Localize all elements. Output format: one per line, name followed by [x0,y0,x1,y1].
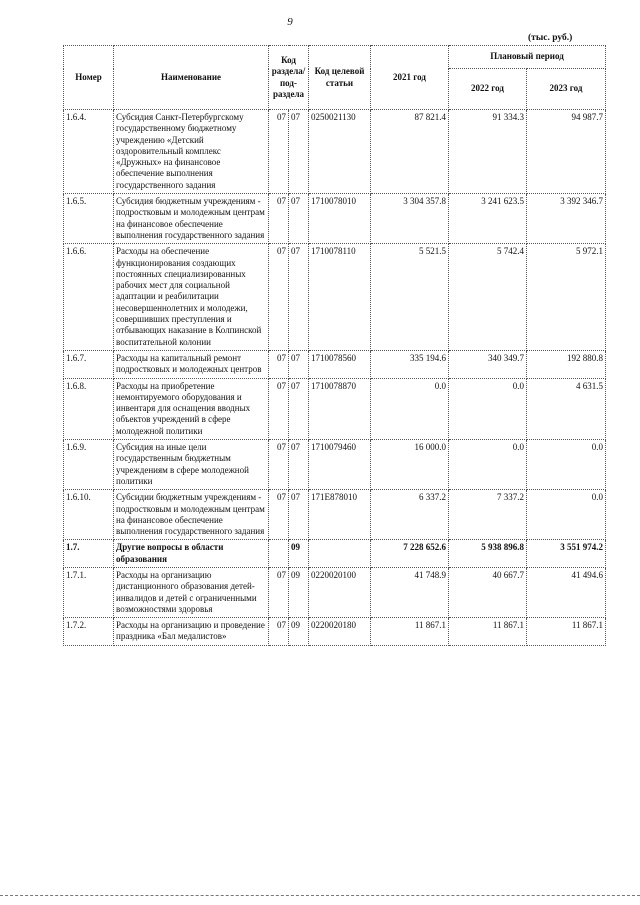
row-name: Расходы на капитальный ремонт подростковых и молодежных центров [114,350,269,378]
row-subsection-code: 07 [289,440,309,490]
row-target-code: 0220020180 [309,618,371,646]
table-row [64,110,606,194]
row-subsection-code: 07 [289,378,309,439]
row-value-2021: 3 304 357.8 [371,194,449,244]
header-code-target: Код целевой статьи [309,46,371,110]
row-section-code [269,540,289,568]
row-section-code: 07 [269,194,289,244]
header-year-2022: 2022 год [449,69,527,110]
row-target-code [309,540,371,568]
row-name: Расходы на приобретение немонтируемого оборудования и инвентаря для оснащения вводных объектов учреждений в сфере молодежной политики [114,378,269,439]
row-value-2023: 4 631.5 [527,378,606,439]
row-name: Расходы на обеспечение функционирования создающих постоянных специализированных рабочих мест для социальной адаптации и реабилитации несовершеннолетних и молодежи, совершивших преступления и отбывающих наказание в Колпинской воспитательной колонии [114,244,269,351]
table-row [64,440,606,490]
row-value-2021: 6 337.2 [371,490,449,540]
row-value-2022: 7 337.2 [449,490,527,540]
row-value-2023: 0.0 [527,440,606,490]
row-number: 1.6.10. [64,490,114,540]
header-year-2021: 2021 год [371,46,449,110]
row-target-code: 1710078110 [309,244,371,351]
table-row [64,350,606,378]
header-code-section: Код раздела/ под- раздела [269,46,309,110]
header-name: Наименование [114,46,269,110]
row-section-code: 07 [269,350,289,378]
row-number: 1.7. [64,540,114,568]
row-value-2021: 7 228 652.6 [371,540,449,568]
row-section-code: 07 [269,440,289,490]
budget-table [63,45,606,646]
row-value-2022: 3 241 623.5 [449,194,527,244]
row-number: 1.6.8. [64,378,114,439]
row-value-2023: 192 880.8 [527,350,606,378]
row-name: Субсидия на иные цели государственным бюджетным учреждениям в сфере молодежной политики [114,440,269,490]
row-number: 1.7.2. [64,618,114,646]
row-value-2023: 3 551 974.2 [527,540,606,568]
row-subsection-code: 09 [289,540,309,568]
row-number: 1.6.9. [64,440,114,490]
row-subsection-code: 07 [289,490,309,540]
row-value-2021: 0.0 [371,378,449,439]
header-planned-period: Плановый период [449,46,606,69]
row-target-code: 1710079460 [309,440,371,490]
row-section-code: 07 [269,110,289,194]
row-value-2021: 335 194.6 [371,350,449,378]
row-subsection-code: 07 [289,350,309,378]
page-bottom-rule [0,895,640,896]
units-label: (тыс. руб.) [528,33,573,43]
row-value-2021: 16 000.0 [371,440,449,490]
row-number: 1.6.5. [64,194,114,244]
row-value-2022: 0.0 [449,440,527,490]
page-number: 9 [287,16,293,28]
row-name: Расходы на организацию дистанционного образования детей-инвалидов и детей с ограниченными возможностями здоровья [114,567,269,617]
row-value-2023: 3 392 346.7 [527,194,606,244]
row-value-2022: 340 349.7 [449,350,527,378]
table-row [64,618,606,646]
row-target-code: 0250021130 [309,110,371,194]
row-value-2021: 5 521.5 [371,244,449,351]
table-row [64,567,606,617]
row-section-code: 07 [269,378,289,439]
row-section-code: 07 [269,490,289,540]
row-name: Субсидия бюджетным учреждениям - подростковым и молодежным центрам на финансовое обеспечение выполнения государственного задания [114,194,269,244]
table-row [64,490,606,540]
row-value-2021: 11 867.1 [371,618,449,646]
table-row [64,540,606,568]
row-value-2022: 0.0 [449,378,527,439]
row-subsection-code: 07 [289,110,309,194]
row-value-2022: 11 867.1 [449,618,527,646]
row-name: Субсидии бюджетным учреждениям - подростковым и молодежным центрам на финансовое обеспечение выполнения государственного задания [114,490,269,540]
row-subsection-code: 07 [289,244,309,351]
header-number: Номер [64,46,114,110]
row-target-code: 1710078870 [309,378,371,439]
row-name: Другие вопросы в области образования [114,540,269,568]
table-row [64,194,606,244]
row-value-2021: 87 821.4 [371,110,449,194]
row-value-2023: 0.0 [527,490,606,540]
row-target-code: 1710078010 [309,194,371,244]
row-target-code: 1710078560 [309,350,371,378]
row-target-code: 0220020100 [309,567,371,617]
row-value-2023: 11 867.1 [527,618,606,646]
row-number: 1.6.7. [64,350,114,378]
row-section-code: 07 [269,567,289,617]
header-year-2023: 2023 год [527,69,606,110]
row-value-2022: 5 938 896.8 [449,540,527,568]
row-number: 1.6.6. [64,244,114,351]
table-row [64,244,606,351]
table-body [64,110,606,646]
row-subsection-code: 07 [289,194,309,244]
row-value-2022: 5 742.4 [449,244,527,351]
row-value-2022: 91 334.3 [449,110,527,194]
row-section-code: 07 [269,244,289,351]
row-number: 1.6.4. [64,110,114,194]
row-subsection-code: 09 [289,618,309,646]
row-value-2023: 41 494.6 [527,567,606,617]
row-name: Расходы на организацию и проведение праздника «Бал медалистов» [114,618,269,646]
row-value-2023: 5 972.1 [527,244,606,351]
row-value-2023: 94 987.7 [527,110,606,194]
row-value-2021: 41 748.9 [371,567,449,617]
row-target-code: 171E878010 [309,490,371,540]
table-row [64,378,606,439]
header-row [64,46,606,69]
row-number: 1.7.1. [64,567,114,617]
row-subsection-code: 09 [289,567,309,617]
row-name: Субсидия Санкт-Петербургскому государственному бюджетному учреждению «Детский оздоровительный комплекс «Дружных» на финансовое обеспечение выполнения государственного задания [114,110,269,194]
row-value-2022: 40 667.7 [449,567,527,617]
row-section-code: 07 [269,618,289,646]
